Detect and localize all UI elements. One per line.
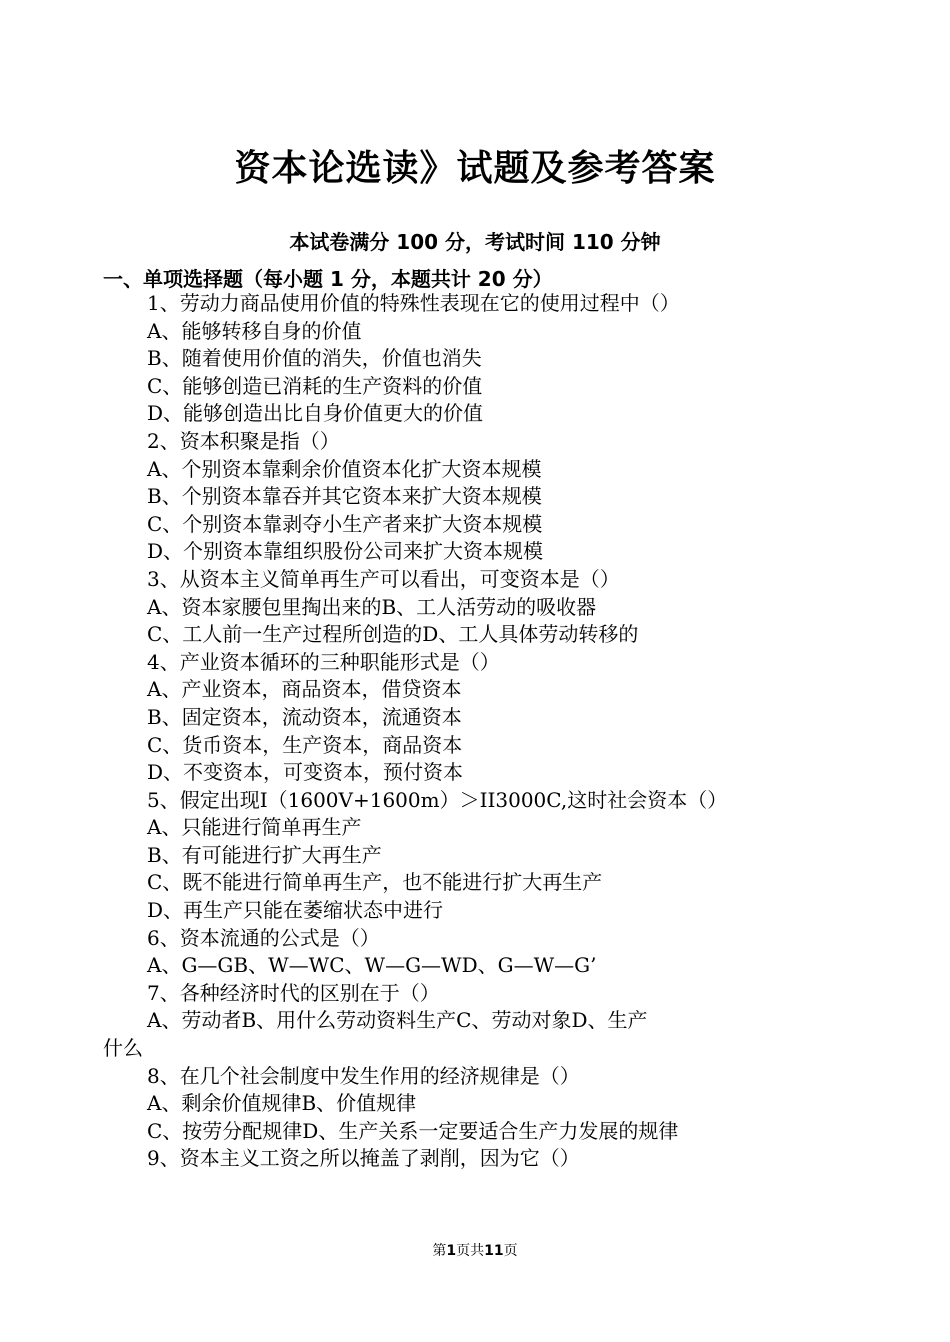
question-line: B、个别资本靠吞并其它资本来扩大资本规模 bbox=[147, 484, 542, 509]
total-pages: 11 bbox=[484, 1243, 504, 1259]
question-line: C、货币资本，生产资本，商品资本 bbox=[147, 732, 463, 757]
question-line: C、能够创造已消耗的生产资料的价值 bbox=[147, 373, 483, 398]
question-line: 5、假定出现Ⅰ（1600V+1600m）＞II3000C,这时社会资本（） bbox=[147, 787, 728, 812]
question-line: 6、资本流通的公式是（） bbox=[147, 925, 380, 950]
footer-middle: 页共 bbox=[456, 1243, 485, 1259]
page-number: 1 bbox=[446, 1243, 457, 1259]
question-line: 8、在几个社会制度中发生作用的经济规律是（） bbox=[147, 1063, 580, 1088]
question-line: A、资本家腰包里掏出来的B、工人活劳动的吸收器 bbox=[147, 594, 597, 619]
question-line: 什么 bbox=[103, 1036, 143, 1061]
question-line: 9、资本主义工资之所以掩盖了剥削，因为它（） bbox=[147, 1146, 580, 1171]
question-line: 3、从资本主义简单再生产可以看出，可变资本是（） bbox=[147, 566, 620, 591]
question-line: B、随着使用价值的消失，价值也消失 bbox=[147, 346, 482, 371]
question-line: C、按劳分配规律D、生产关系一定要适合生产力发展的规律 bbox=[147, 1118, 679, 1143]
question-line: C、个别资本靠剥夺小生产者来扩大资本规模 bbox=[147, 511, 543, 536]
question-line: A、产业资本，商品资本，借贷资本 bbox=[147, 677, 462, 702]
footer-suffix: 页 bbox=[503, 1243, 518, 1259]
question-line: D、再生产只能在萎缩状态中进行 bbox=[147, 898, 444, 923]
question-line: 4、产业资本循环的三种职能形式是（） bbox=[147, 649, 500, 674]
question-line: A、能够转移自身的价值 bbox=[147, 318, 362, 343]
question-line: A、劳动者B、用什么劳动资料生产C、劳动对象D、生产 bbox=[147, 1008, 648, 1033]
question-list bbox=[103, 290, 803, 1173]
section-heading: 一、单项选择题（每小题 1 分，本题共计 20 分） bbox=[103, 267, 553, 291]
page-footer bbox=[0, 1240, 950, 1260]
exam-info: 本试卷满分 100 分，考试时间 110 分钟 bbox=[289, 230, 661, 254]
question-line: B、固定资本，流动资本，流通资本 bbox=[147, 704, 462, 729]
question-line: A、只能进行简单再生产 bbox=[147, 815, 362, 840]
question-line: A、G—GB、W—WC、W—G—WD、G—W—G’ bbox=[147, 953, 597, 978]
question-line: 2、资本积聚是指（） bbox=[147, 428, 340, 453]
footer-prefix: 第 bbox=[432, 1243, 447, 1259]
question-line: C、既不能进行简单再生产，也不能进行扩大再生产 bbox=[147, 870, 603, 895]
question-line: D、个别资本靠组织股份公司来扩大资本规模 bbox=[147, 539, 544, 564]
question-line: B、有可能进行扩大再生产 bbox=[147, 842, 382, 867]
question-line: 1、劳动力商品使用价值的特殊性表现在它的使用过程中（） bbox=[147, 291, 680, 315]
question-line: C、工人前一生产过程所创造的D、工人具体劳动转移的 bbox=[147, 622, 639, 647]
question-line: D、不变资本，可变资本，预付资本 bbox=[147, 760, 464, 785]
question-line: A、剩余价值规律B、价值规律 bbox=[147, 1091, 417, 1116]
document-title: 资本论选读》试题及参考答案 bbox=[234, 148, 716, 189]
question-line: D、能够创造出比自身价值更大的价值 bbox=[147, 401, 484, 426]
question-line: 7、各种经济时代的区别在于（） bbox=[147, 980, 440, 1005]
question-line: A、个别资本靠剩余价值资本化扩大资本规模 bbox=[147, 456, 542, 481]
